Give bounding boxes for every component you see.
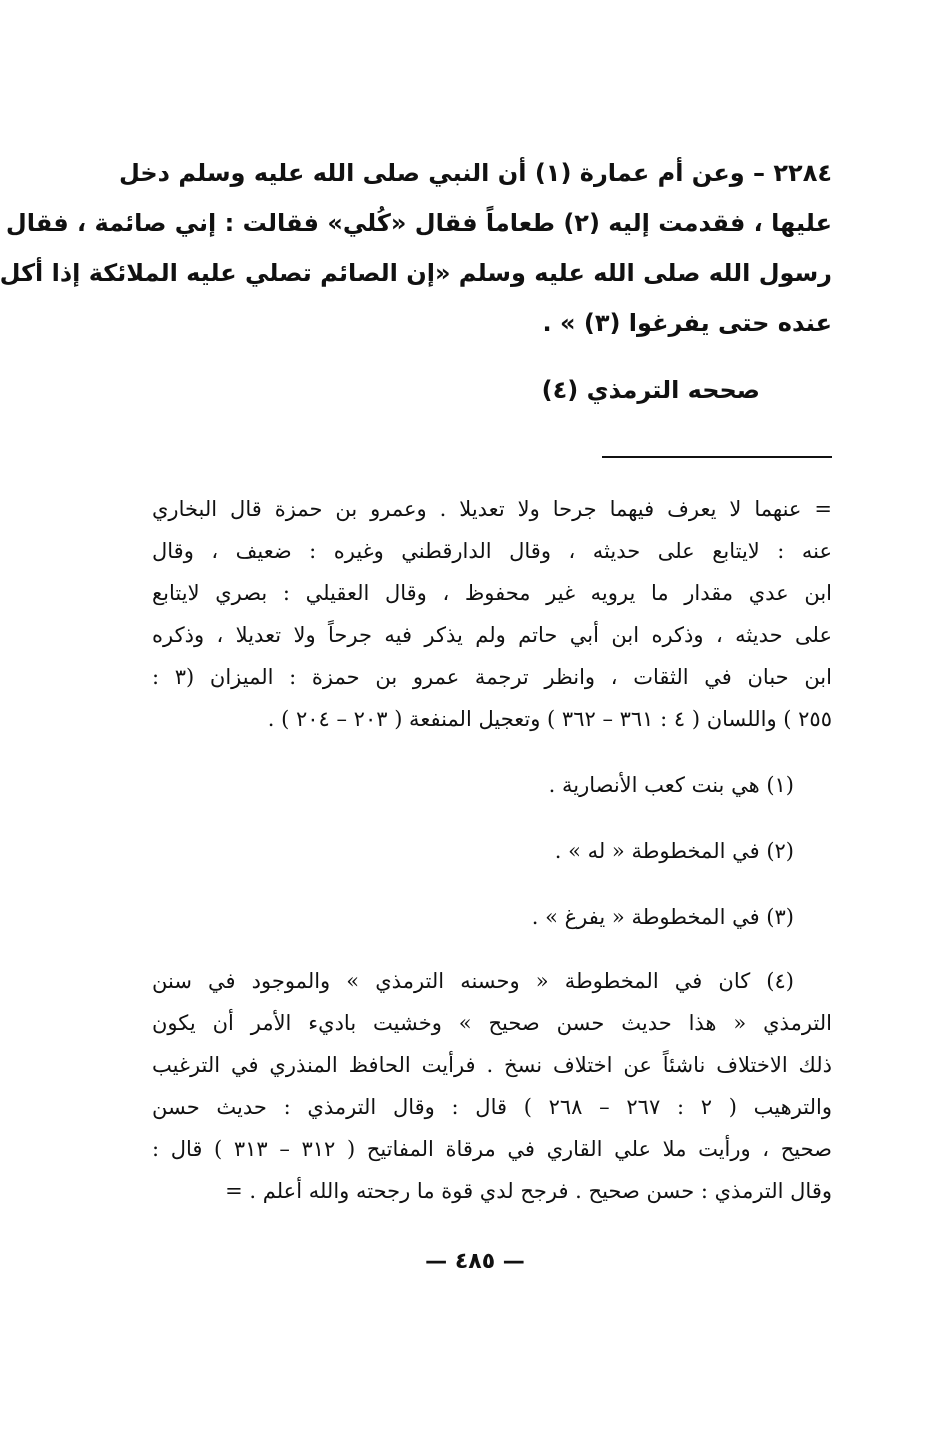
page-number: — ٤٨٥ —	[425, 1249, 525, 1274]
footnote-2: (٢) في المخطوطة « له » .	[554, 839, 794, 863]
footnote-separator	[602, 456, 832, 458]
footnotes-section	[152, 488, 832, 1212]
footnote-line: ابن حبان في الثقات ، وانظر ترجمة عمرو بن حمزة : الميزان (٣ :	[152, 665, 832, 689]
footnote-1: (١) هي بنت كعب الأنصارية .	[548, 773, 794, 797]
footnote-line: (٤) كان في المخطوطة « وحسنه الترمذي » والموجود في سنن	[152, 969, 794, 993]
footnote-line: وقال الترمذي : حسن صحيح . فرجح لدي قوة ما رجحته والله أعلم . =	[225, 1179, 832, 1203]
footnote-line: والترهيب ( ٢ : ٢٦٧ – ٢٦٨ ) قال : وقال الترمذي : حديث حسن	[152, 1095, 832, 1119]
footnote-line: ذلك الاختلاف ناشئاً عن اختلاف نسخ . فرأيت الحافظ المنذري في الترغيب	[152, 1053, 832, 1077]
hadith-line: عنده حتى يفرغوا (٣) » .	[542, 309, 832, 337]
footnote-4	[152, 960, 832, 1212]
hadith-grading: صححه الترمذي (٤)	[541, 376, 760, 404]
footnote-line: عنه : لايتابع على حديثه ، وقال الدارقطني وغيره : ضعيف ، وقال	[152, 539, 832, 563]
footnote-line: ابن عدي مقدار ما يرويه غير محفوظ ، وقال العقيلي : بصري لايتابع	[152, 581, 832, 605]
footnote-line: = عنهما لا يعرف فيهما جرحا ولا تعديلا . وعمرو بن حمزة قال البخاري	[152, 497, 832, 521]
hadith-text	[0, 148, 832, 348]
footnote-line: الترمذي « هذا حديث حسن صحيح » وخشيت باديء الأمر أن يكون	[152, 1011, 832, 1035]
footnote-line: ٢٥٥ ) واللسان ( ٤ : ٣٦١ – ٣٦٢ ) وتعجيل المنفعة ( ٢٠٣ – ٢٠٤ ) .	[267, 707, 832, 731]
hadith-line: رسول الله صلى الله عليه وسلم «إن الصائم تصلي عليه الملائكة إذا أكل	[0, 259, 832, 287]
footnote-continuation	[152, 488, 832, 740]
footnote-3: (٣) في المخطوطة « يفرغ » .	[531, 905, 794, 929]
footnote-line: على حديثه ، وذكره ابن أبي حاتم ولم يذكر فيه جرحاً ولا تعديلا ، وذكره	[152, 623, 832, 647]
hadith-line: ٢٢٨٤ – وعن أم عمارة (١) أن النبي صلى الله عليه وسلم دخل	[118, 159, 832, 187]
hadith-line: عليها ، فقدمت إليه (٢) طعاماً فقال «كُلي» فقالت : إني صائمة ، فقال	[5, 209, 832, 237]
footnote-line: صحيح ، ورأيت ملا علي القاري في مرقاة المفاتيح ( ٣١٢ – ٣١٣ ) قال :	[152, 1137, 832, 1161]
